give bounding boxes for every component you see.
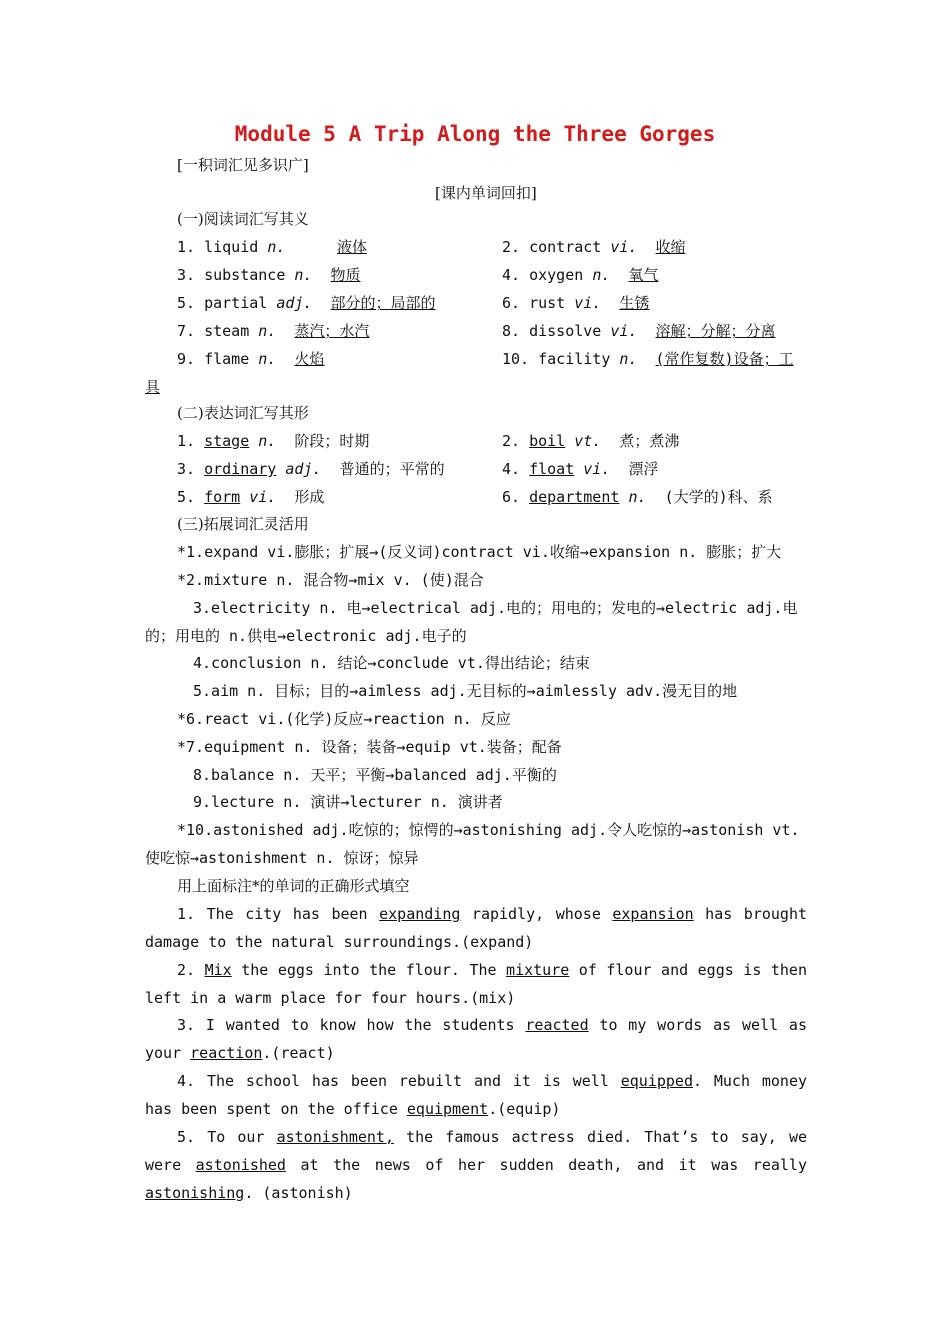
vocab-item: 5. form vi. 形成 — [177, 488, 325, 506]
answer-blank: Mix — [204, 961, 232, 979]
subsection-heading: [课内单词回扣] — [435, 184, 537, 202]
answer-blank: astonishing — [145, 1184, 245, 1202]
exercise-sentence: 4. The school has been rebuilt and it is well equipped. Much money has been spent on the office equipment.(equip) — [145, 1072, 808, 1118]
exercise-instruction: 用上面标注*的单词的正确形式填空 — [177, 877, 410, 895]
answer: ordinary — [204, 460, 277, 478]
answer-blank: equipped — [620, 1072, 693, 1090]
vocab-item: 8. dissolve vi. 溶解；分解；分离 — [502, 322, 776, 340]
answer-blank: astonishment, — [276, 1128, 394, 1146]
answer-continuation: 具 — [145, 378, 161, 396]
answer: form — [204, 488, 241, 506]
answer-blank: astonished — [195, 1156, 286, 1174]
vocab-item: 3. ordinary adj. 普通的；平常的 — [177, 460, 445, 478]
answer-blank: reacted — [525, 1016, 589, 1034]
vocab-item: 2. boil vt. 煮；煮沸 — [502, 432, 680, 450]
answer: float — [529, 460, 575, 478]
word-family-line: 5.aim n. 目标；目的→aimless adj.无目标的→aimlessly adv.漫无目的地 — [193, 682, 738, 700]
vocab-item: 1. liquid n. 液体 — [177, 238, 368, 256]
vocab-item: 2. contract vi. 收缩 — [502, 238, 686, 256]
word-family-line: 8.balance n. 天平；平衡→balanced adj.平衡的 — [193, 766, 557, 784]
vocab-item: 4. oxygen n. 氧气 — [502, 266, 659, 284]
answer: 溶解；分解；分离 — [655, 322, 776, 340]
answer: (常作复数)设备；工 — [655, 350, 794, 368]
answer: 火焰 — [294, 350, 325, 368]
page-title: Module 5 A Trip Along the Three Gorges — [234, 122, 716, 146]
vocab-item: 3. substance n. 物质 — [177, 266, 361, 284]
word-family-line: *7.equipment n. 设备；装备→equip vt.装备；配备 — [177, 738, 562, 756]
word-family-line: 使吃惊→astonishment n. 惊讶；惊异 — [145, 849, 419, 867]
answer-blank: expansion — [612, 905, 694, 923]
word-family-line: *6.react vi.(化学)反应→reaction n. 反应 — [177, 710, 511, 728]
exercise-sentence: 5. To our astonishment, the famous actress died. That’s to say, we were astonished at the news of her sudden death, and it was really astonishing. (astonish) — [145, 1128, 808, 1202]
answer: 物质 — [330, 266, 361, 284]
answer: 氧气 — [628, 266, 659, 284]
exercise-sentence: 1. The city has been expanding rapidly, whose expansion has brought damage to the natural surroundings.(expand) — [145, 905, 808, 951]
answer: 液体 — [337, 238, 368, 256]
word-family-line: 4.conclusion n. 结论→conclude vt.得出结论；结束 — [193, 654, 590, 672]
answer: 蒸汽；水汽 — [294, 322, 370, 340]
part2-heading: (二)表达词汇写其形 — [177, 404, 309, 422]
answer-blank: expanding — [379, 905, 461, 923]
word-family-line: *1.expand vi.膨胀；扩展→(反义词)contract vi.收缩→expansion n. 膨胀；扩大 — [177, 543, 782, 561]
section-heading: [一积词汇见多识广] — [177, 156, 309, 174]
answer: boil — [529, 432, 566, 450]
vocab-item: 4. float vi. 漂浮 — [502, 460, 659, 478]
vocab-item: 9. flame n. 火焰 — [177, 350, 325, 368]
word-family-line: 9.lecture n. 演讲→lecturer n. 演讲者 — [193, 793, 503, 811]
vocab-item: 1. stage n. 阶段；时期 — [177, 432, 370, 450]
answer-blank: reaction — [190, 1044, 263, 1062]
answer: 生锈 — [619, 294, 650, 312]
vocab-item: 6. department n. (大学的)科、系 — [502, 488, 773, 506]
exercise-sentence: 2. Mix the eggs into the flour. The mixture of flour and eggs is then left in a warm place for four hours.(mix) — [145, 961, 807, 1007]
vocab-item: 10. facility n. (常作复数)设备；工 — [502, 350, 794, 368]
vocab-item: 6. rust vi. 生锈 — [502, 294, 650, 312]
answer: department — [529, 488, 620, 506]
exercise-sentence: 3. I wanted to know how the students reacted to my words as well as your reaction.(react) — [145, 1016, 807, 1062]
answer: 收缩 — [655, 238, 686, 256]
answer-blank: mixture — [506, 961, 570, 979]
vocab-item: 7. steam n. 蒸汽；水汽 — [177, 322, 370, 340]
word-family-line: 的；用电的 n.供电→electronic adj.电子的 — [145, 627, 467, 645]
vocab-item: 5. partial adj. 部分的；局部的 — [177, 294, 436, 312]
answer: stage — [204, 432, 250, 450]
part3-heading: (三)拓展词汇灵活用 — [177, 515, 309, 533]
word-family-line: 3.electricity n. 电→electrical adj.电的；用电的；发电的→electric adj.电 — [193, 599, 798, 617]
answer-blank: equipment — [406, 1100, 489, 1118]
word-family-line: *10.astonished adj.吃惊的；惊愕的→astonishing adj.令人吃惊的→astonish vt. — [177, 821, 800, 839]
part1-heading: (一)阅读词汇写其义 — [177, 210, 309, 228]
answer: 部分的；局部的 — [330, 294, 436, 312]
word-family-line: *2.mixture n. 混合物→mix v. (使)混合 — [177, 571, 484, 589]
